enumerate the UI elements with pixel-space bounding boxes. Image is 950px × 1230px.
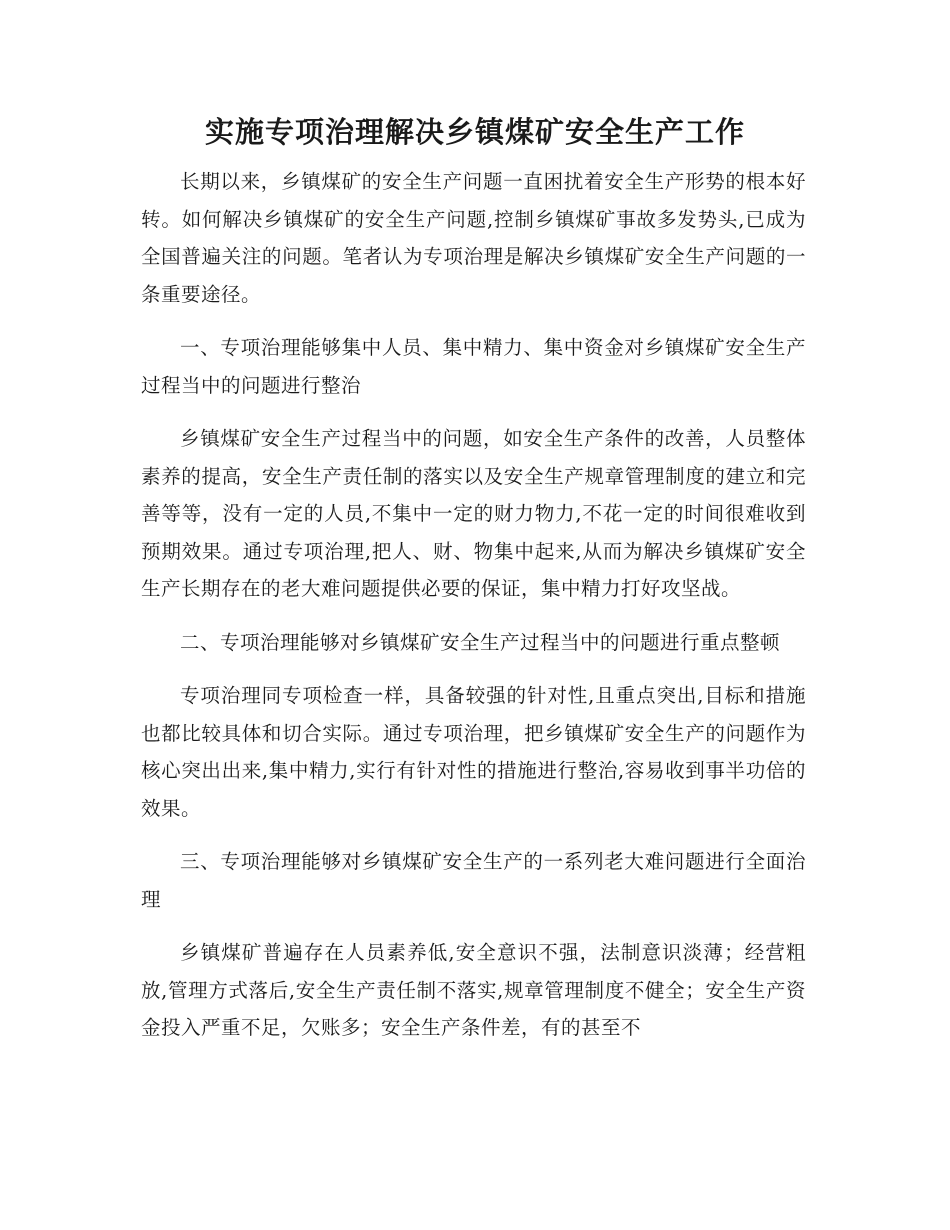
paragraph-section-3: 乡镇煤矿普遍存在人员素养低,安全意识不强，法制意识淡薄；经营粗放,管理方式落后,安全生产责任制不落实,规章管理制度不健全；安全生产资金投入严重不足，欠账多；安全生产条件差，有的甚至不 — [141, 941, 806, 1039]
paragraph-section-1: 乡镇煤矿安全生产过程当中的问题，如安全生产条件的改善，人员整体素养的提高，安全生产责任制的落实以及安全生产规章管理制度的建立和完善等等，没有一定的人员,不集中一定的财力物力,不花一定的时间很难收到预期效果。通过专项治理,把人、财、物集中起来,从而为解决乡镇煤矿安全生产长期存在的老大难问题提供必要的保证，集中精力打好攻坚战。 — [141, 427, 806, 600]
document-body — [141, 163, 806, 1063]
section-heading-2: 二、专项治理能够对乡镇煤矿安全生产过程当中的问题进行重点整顿 — [180, 630, 781, 654]
paragraph-intro: 长期以来，乡镇煤矿的安全生产问题一直困扰着安全生产形势的根本好转。如何解决乡镇煤矿的安全生产问题,控制乡镇煤矿事故多发势头,已成为全国普遍关注的问题。笔者认为专项治理是解决乡镇煤矿安全生产问题的一条重要途径。 — [141, 170, 806, 306]
document-title: 实施专项治理解决乡镇煤矿安全生产工作 — [204, 115, 745, 149]
paragraph-section-2: 专项治理同专项检查一样，具备较强的针对性,且重点突出,目标和措施也都比较具体和切合实际。通过专项治理，把乡镇煤矿安全生产的问题作为核心突出出来,集中精力,实行有针对性的措施进行整治,容易收到事半功倍的效果。 — [141, 684, 806, 820]
section-heading-3: 三、专项治理能够对乡镇煤矿安全生产的一系列老大难问题进行全面治理 — [141, 850, 806, 911]
section-heading-1: 一、专项治理能够集中人员、集中精力、集中资金对乡镇煤矿安全生产过程当中的问题进行整治 — [141, 336, 806, 397]
